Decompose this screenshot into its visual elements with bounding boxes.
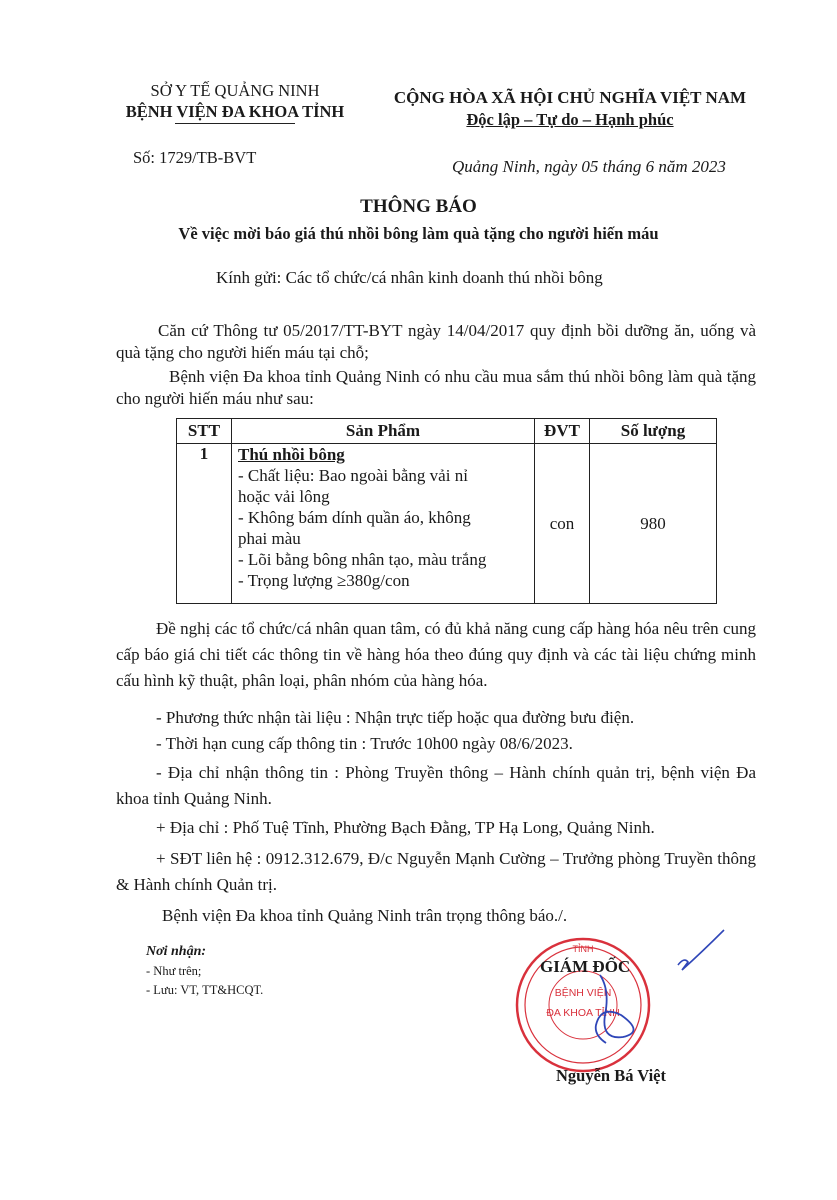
product-name: Thú nhồi bông [238,445,345,464]
product-detail: hoặc vải lông [238,487,330,506]
product-detail: phai màu [238,529,301,548]
stamp-line-1: BỆNH VIỆN [554,987,612,999]
product-table [176,418,717,604]
recipient-line: Kính gửi: Các tổ chức/cá nhân kinh doanh thú nhồi bông [216,268,603,287]
closing-line: Bệnh viện Đa khoa tỉnh Quảng Ninh trân trọng thông báo./. [162,906,568,925]
header-product: Sản Phẩm [232,419,535,444]
header-quantity: Số lượng [590,419,717,444]
request-paragraph: Đề nghị các tổ chức/cá nhân quan tâm, có đủ khả năng cung cấp hàng hóa nêu trên cung cấp báo giá chi tiết các thông tin về hàng hóa theo đúng quy định và các tài liệu chứng minh cấu hình kỹ thuật, phân loại, phân nhóm của hàng hóa. [116,619,756,690]
table-row [177,444,717,604]
header-unit: ĐVT [535,419,590,444]
product-detail: - Chất liệu: Bao ngoài bằng vải nỉ [238,466,468,485]
header-divider [175,123,295,124]
document-subtitle: Về việc mời báo giá thú nhồi bông làm quà tặng cho người hiến máu [178,224,659,243]
signer-title: GIÁM ĐỐC [540,957,631,976]
receiving-address-intro: - Địa chỉ nhận thông tin : Phòng Truyền thông – Hành chính quản trị, bệnh viện Đa khoa tỉnh Quảng Ninh. [116,763,756,808]
country-name: CỘNG HÒA XÃ HỘI CHỦ NGHĨA VIỆT NAM [393,88,747,107]
purchase-need-paragraph: Bệnh viện Đa khoa tỉnh Quảng Ninh có nhu cầu mua sắm thú nhồi bông làm quà tặng cho người hiến máu như sau: [116,367,756,408]
legal-basis-paragraph: Căn cứ Thông tư 05/2017/TT-BYT ngày 14/04/2017 quy định bồi dưỡng ăn, uống và quà tặng cho người hiến máu tại chỗ; [116,321,756,362]
contact-phone: + SĐT liên hệ : 0912.312.679, Đ/c Nguyễn Mạnh Cường – Trưởng phòng Truyền thông & Hành chính Quản trị. [116,849,756,894]
handwritten-signature [560,915,740,1065]
issuing-agency [100,80,370,124]
product-detail: - Lõi bằng bông nhân tạo, màu trắng [238,550,487,569]
submission-deadline: - Thời hạn cung cấp thông tin : Trước 10h00 ngày 08/6/2023. [156,734,573,753]
row-product [232,444,535,604]
row-unit: con [535,444,590,604]
hospital-name: BỆNH VIỆN ĐA KHOA TỈNH [125,102,345,121]
document-title: THÔNG BÁO [360,196,477,217]
row-quantity: 980 [590,444,717,604]
recipient-item: - Như trên; [146,964,202,978]
stamp-top-text: TỈNH [572,944,594,954]
recipients-label: Nơi nhận: [146,944,207,959]
signature-stroke [596,975,634,1043]
table-header-row [177,419,717,444]
stamp-line-2: ĐA KHOA TỈNH [546,1007,620,1019]
product-detail: - Trọng lượng ≥380g/con [238,571,410,590]
product-detail: - Không bám dính quần áo, không [238,508,471,527]
document-number: Số: 1729/TB-BVT [133,148,257,167]
national-header [370,87,770,131]
signer-name: Nguyễn Bá Việt [556,1066,667,1085]
signature-flourish [678,930,724,970]
header-stt: STT [177,419,232,444]
submission-method: - Phương thức nhận tài liệu : Nhận trực tiếp hoặc qua đường bưu điện. [156,708,635,727]
row-stt: 1 [177,444,232,604]
department-name: SỞ Y TẾ QUẢNG NINH [150,81,320,100]
place-date: Quảng Ninh, ngày 05 tháng 6 năm 2023 [452,157,726,176]
recipient-item: - Lưu: VT, TT&HCQT. [146,983,264,997]
street-address: + Địa chỉ : Phố Tuệ Tĩnh, Phường Bạch Đằng, TP Hạ Long, Quảng Ninh. [156,818,655,837]
national-motto: Độc lập – Tự do – Hạnh phúc [466,110,674,129]
